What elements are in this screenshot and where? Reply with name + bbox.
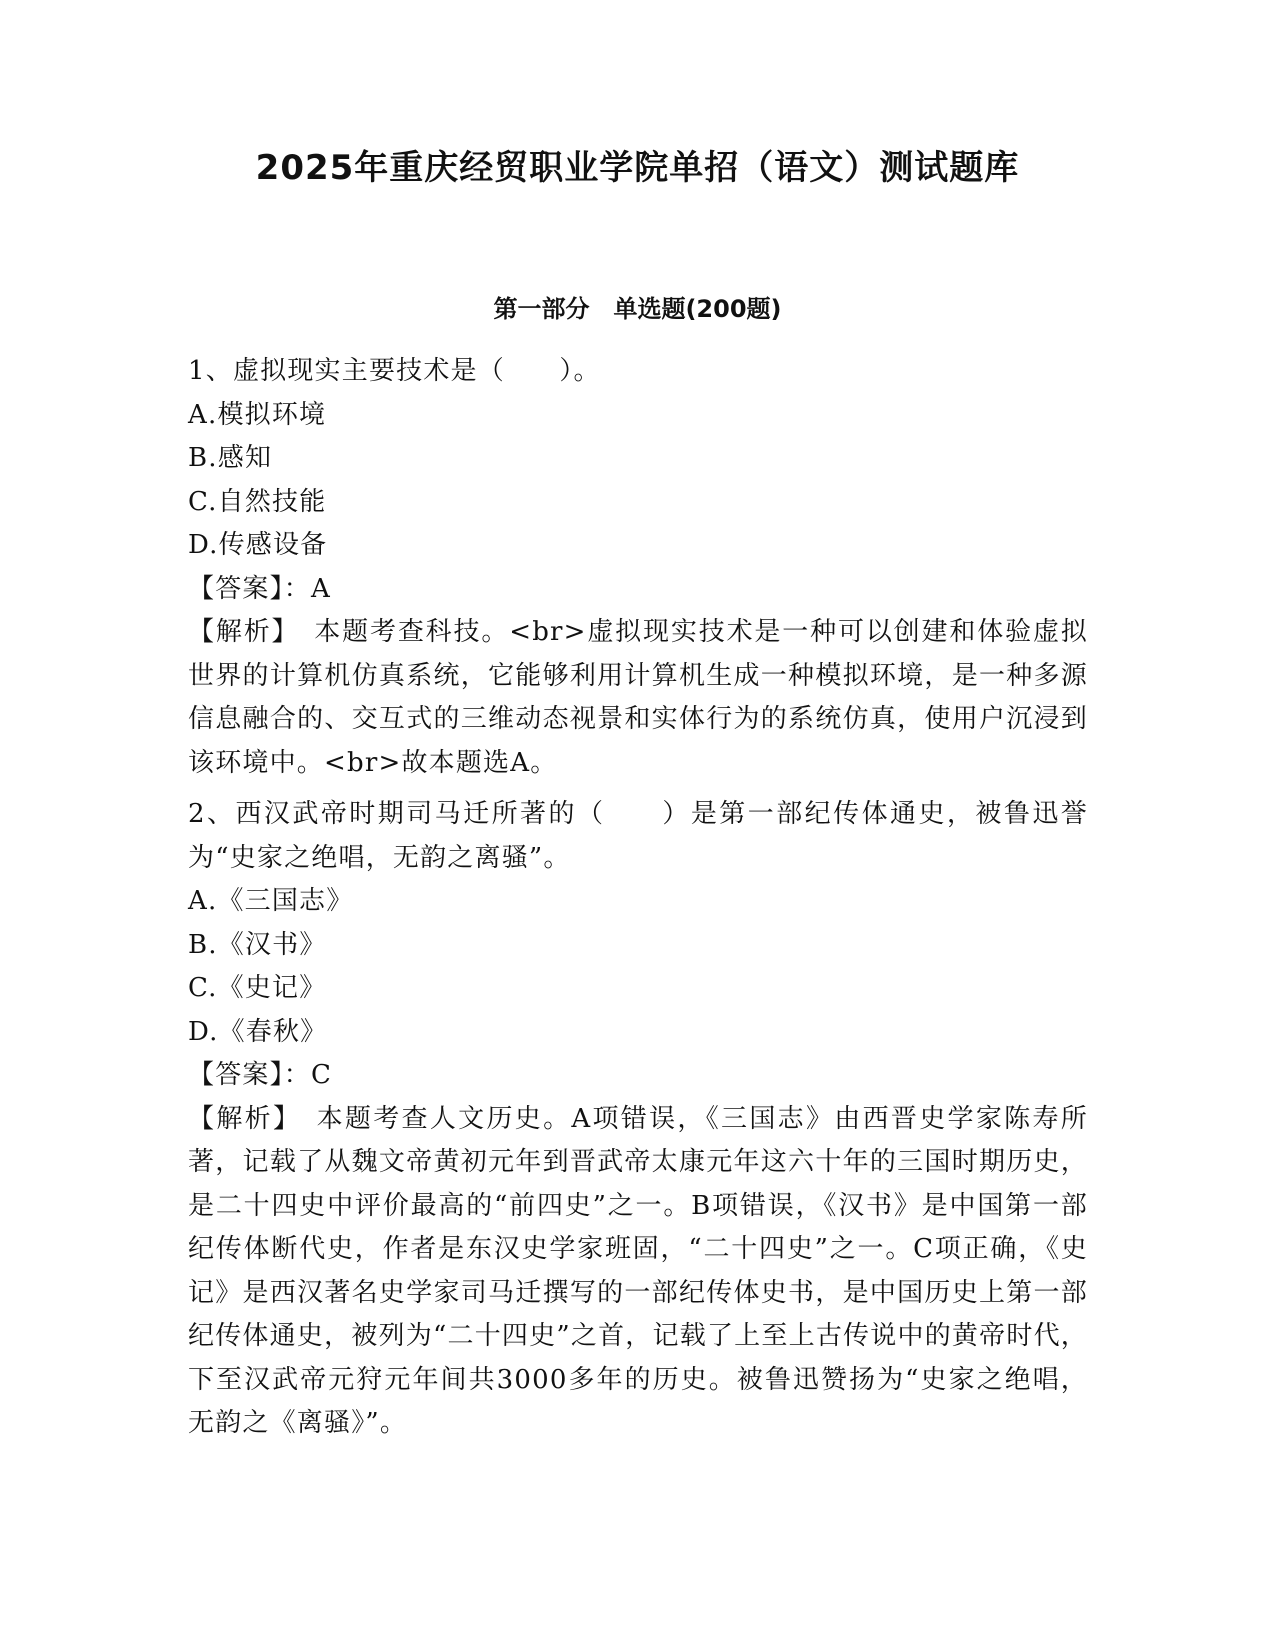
question-stem: 2、西汉武帝时期司马迁所著的（ ）是第一部纪传体通史，被鲁迅誉为“史家之绝唱，无韵之离骚”。: [188, 799, 1088, 873]
section-heading: 第一部分 单选题(200题): [493, 295, 782, 323]
question-stem: 1、虚拟现实主要技术是（ ）。: [188, 356, 601, 386]
option-b: B.《汉书》: [188, 929, 327, 960]
option-d: D.《春秋》: [188, 1016, 328, 1047]
option-b: B.感知: [188, 443, 273, 473]
question-list: [188, 350, 1088, 1454]
option-c: C.自然技能: [188, 486, 327, 517]
option-c: C.《史记》: [188, 973, 327, 1003]
question-2: [188, 793, 1088, 1446]
analysis: 【解析】 本题考查科技。<br>虚拟现实技术是一种可以创建和体验虚拟世界的计算机仿真系统，它能够利用计算机生成一种模拟环境，是一种多源信息融合的、交互式的三维动态视景和实体行为的系统仿真，使用户沉浸到该环境中。<br>故本题选A。: [188, 617, 1088, 778]
answer: 【答案】：A: [188, 573, 331, 604]
analysis: 【解析】 本题考查人文历史。A项错误，《三国志》由西晋史学家陈寿所著，记载了从魏文帝黄初元年到晋武帝太康元年这六十年的三国时期历史，是二十四史中评价最高的“前四史”之一。B项错误，《汉书》是中国第一部纪传体断代史，作者是东汉史学家班固，“二十四史”之一。C项正确，《史记》是西汉著名史学家司马迁撰写的一部纪传体史书，是中国历史上第一部纪传体通史，被列为“二十四史”之首，记载了上至上古传说中的黄帝时代，下至汉武帝元狩元年间共3000多年的历史。被鲁迅赞扬为“史家之绝唱，无韵之《离骚》”。: [188, 1103, 1088, 1438]
option-a: A.模拟环境: [188, 399, 327, 430]
document-title: 2025年重庆经贸职业学院单招（语文）测试题库: [255, 148, 1020, 188]
question-1: [188, 350, 1088, 785]
option-a: A.《三国志》: [188, 886, 354, 916]
option-d: D.传感设备: [188, 530, 328, 560]
answer: 【答案】：C: [188, 1060, 333, 1090]
